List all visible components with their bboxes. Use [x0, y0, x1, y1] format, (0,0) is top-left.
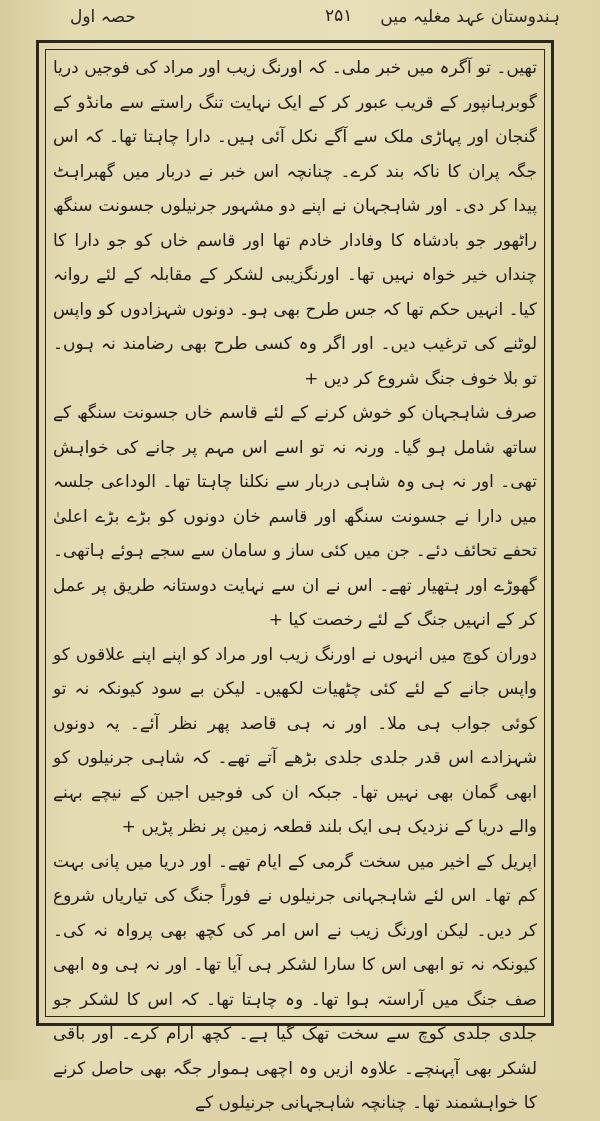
text-frame [36, 40, 554, 1113]
body-text [53, 51, 537, 1121]
paragraph-3: دوران کوچ میں انہوں نے اورنگ زیب اور مراد کو اپنے اپنے علاقوں کو واپس جانے کے لئے کئی چٹھیات لکھیں۔ لیکن بے سود کیونکہ نہ تو کوئی جواب ہی ملا۔ اور نہ ہی قاصد پھر نظر آئے۔ یہ دونوں شہزادے اس قدر جلدی جلدی بڑھے آتے تھے۔ کہ شاہی جرنیلوں کو ابھی گمان بھی نہیں تھا۔ جبکہ ان کی فوجیں اجین کے نیچے بہنے والے دریا کے نزدیک ہی ایک بلند قطعہ زمین پر نظر پڑیں + [53, 644, 537, 837]
paragraph-4: اپریل کے اخیر میں سخت گرمی کے ایام تھے۔ اور دریا میں پانی بہت کم تھا۔ اس لئے شاہجہانی جرنیلوں نے فوراً جنگ کی تیاریاں شروع کر دیں۔ لیکن اورنگ زیب نے اس امر کی کچھ بھی پرواہ نہ کی۔ کیونکہ نہ تو ابھی اس کا سارا لشکر ہی آیا تھا۔ اور نہ ہی وہ ابھی صف جنگ میں آراستہ ہوا تھا۔ وہ چاہتا تھا۔ کہ اس کا لشکر جو جلدی جلدی کوچ سے سخت تھک گیا ہے۔ کچھ آرام کرے۔ اور باقی لشکر بھی آپہنچے۔ علاوہ ازیں وہ اچھی ہموار جگہ بھی حاصل کرنے کا خواہشمند تھا۔ چنانچہ شاہجہانی جرنیلوں کے [53, 851, 537, 1113]
paragraph-2: صرف شاہجہان کو خوش کرنے کے لئے قاسم خاں جسونت سنگھ کے ساتھ شامل ہو گیا۔ ورنہ نہ تو اسے اس مہم پر جانے کی خواہش تھی۔ اور نہ ہی وہ شاہی دربار سے نکلنا چاہتا تھا۔ الوداعی جلسہ میں دارا نے جسونت سنگھ اور قاسم خان دونوں کو بڑے بڑے اعلیٰ تحفے تحائف دئے۔ جن میں کئی ساز و سامان سے سجے ہوئے ہاتھی۔ گھوڑے اور ہتھیار تھے۔ اس نے ان سے نہایت دوستانہ طریق پر عمل کر کے انہیں جنگ کے لئے رخصت کیا + [53, 403, 537, 630]
running-header [40, 6, 560, 32]
book-title: ہندوستان عہد مغلیہ میں [380, 7, 560, 27]
section-label: حصہ اول [70, 7, 136, 27]
page-number: ۲۵۱ [325, 6, 353, 26]
paragraph-1: تھیں۔ تو آگرہ میں خبر ملی۔ کہ اورنگ زیب اور مراد کی فوجیں دریا گوبرہانپور کے قریب عبور کر کے ایک نہایت تنگ راستے سے مانڈو کے گنجان اور پہاڑی ملک سے آگے نکل آئی ہیں۔ دارا چاہتا تھا۔ کہ اس جگہ پران کا ناکہ بند کرے۔ چنانچہ اس خبر نے دربار میں گھبراہٹ پیدا کر دی۔ اور شاہجہان نے اپنے دو مشہور جرنیلوں جسونت سنگھ راٹھور جو بادشاہ کا وفادار خادم تھا اور قاسم خاں کو جو دارا کا چنداں خیر خواہ نہیں تھا۔ اورنگزیبی لشکر کے مقابلہ کے لئے روانہ کیا۔ انہیں حکم تھا کہ جس طرح بھی ہو۔ دونوں شہزادوں کو واپس لوٹنے کی ترغیب دیں۔ اور اگر وہ کسی طرح بھی رضامند نہ ہوں۔ تو بلا خوف جنگ شروع کر دیں + [53, 58, 537, 389]
